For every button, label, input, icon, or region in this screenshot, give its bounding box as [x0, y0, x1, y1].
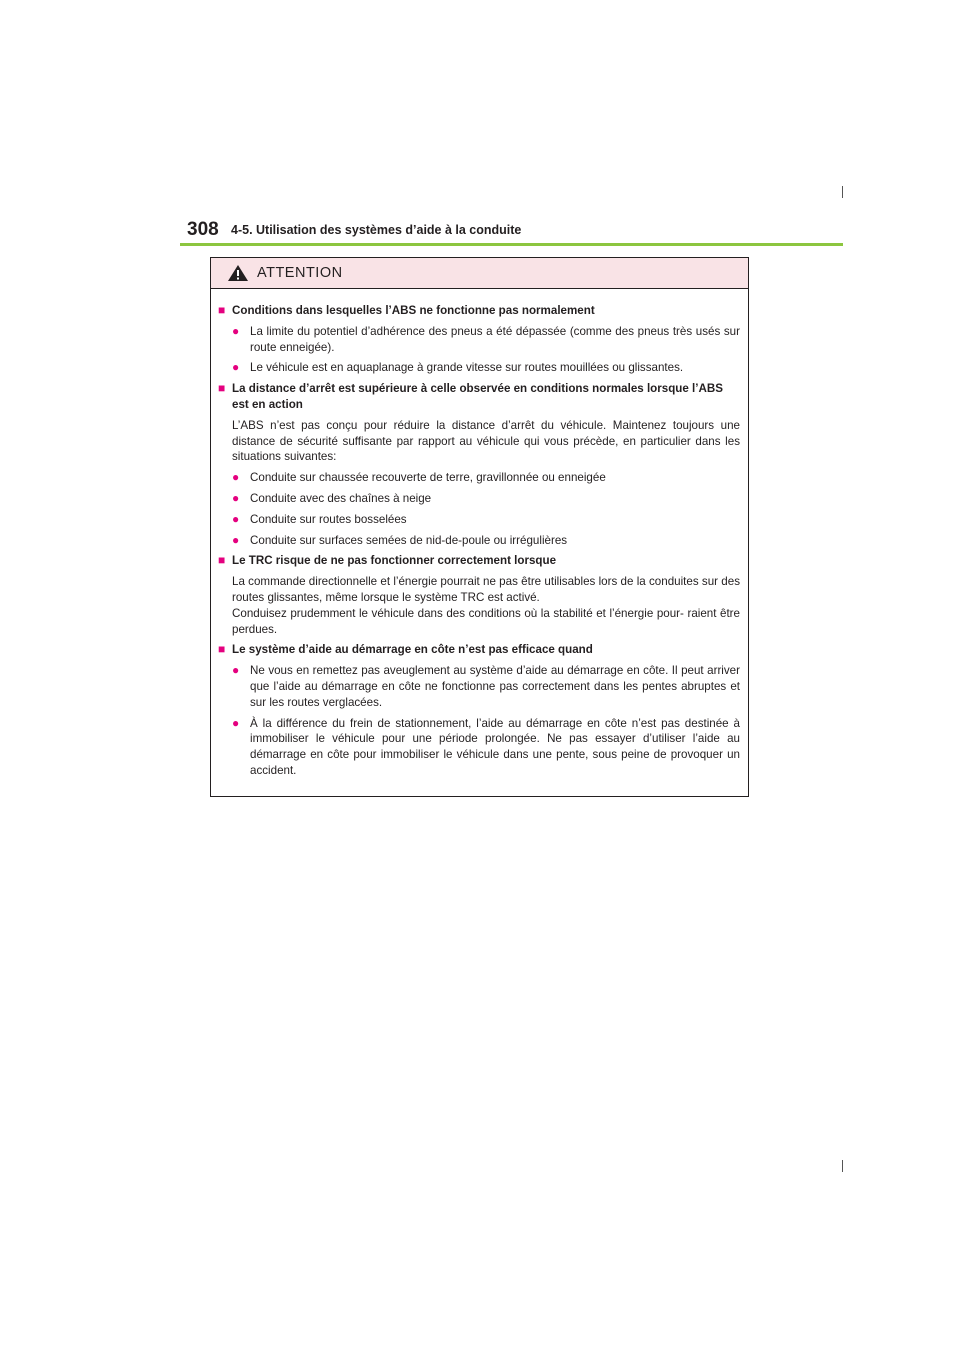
- attention-body: [211, 289, 748, 779]
- list-item: [218, 512, 740, 528]
- paragraph: L’ABS n’est pas conçu pour réduire la distance d’arrêt du véhicule. Maintenez toujours une distance de sécurité suffisante par rapport au véhicule qui vous précède, en particulier dans les situations suivantes:: [232, 418, 740, 464]
- attention-box: [210, 257, 749, 797]
- bullet-marker: ●: [232, 323, 240, 338]
- list-item: [218, 533, 740, 549]
- section-title: 4-5. Utilisation des systèmes d’aide à la conduite: [231, 223, 522, 237]
- list-item: [218, 470, 740, 486]
- heading-text: Le système d’aide au démarrage en côte n’est pas efficace quand: [232, 643, 593, 657]
- bullet-marker: ●: [232, 715, 240, 730]
- heading-marker: ■: [218, 642, 226, 657]
- bullet-marker: ●: [232, 663, 240, 678]
- list-item: [218, 324, 740, 356]
- bullet-marker: ●: [232, 511, 240, 526]
- heading-marker: ■: [218, 381, 226, 396]
- bullet-text: Conduite avec des chaînes à neige: [250, 491, 432, 505]
- page-number: 308: [187, 219, 219, 240]
- bullet-text: Ne vous en remettez pas aveuglement au système d’aide au démarrage en côte. Il peut arriver que l’aide au démarrage en côte ne fonctionne pas correctement dans les pentes abruptes et sur les routes verglacées.: [250, 664, 740, 709]
- bullet-marker: ●: [232, 470, 240, 485]
- paragraph: Conduisez prudemment le véhicule dans des conditions où la stabilité et l’énergie pour- raient être perdues.: [232, 606, 740, 636]
- heading-marker: ■: [218, 553, 226, 568]
- bullet-marker: ●: [232, 532, 240, 547]
- header-rule: [180, 243, 843, 246]
- section-heading: [218, 642, 740, 658]
- bullet-text: Conduite sur chaussée recouverte de terre, gravillonnée ou enneigée: [250, 471, 606, 485]
- bullet-text: Le véhicule est en aquaplanage à grande vitesse sur routes mouillées ou glissantes.: [250, 361, 684, 375]
- bullet-text: À la différence du frein de stationnement, l’aide au démarrage en côte n’est pas destinée à immobiliser le véhicule pour une période prolongée. Ne pas essayer d’utiliser l’aide au démarrage en côte pour immobiliser le véhicule dans une pente, sous peine de provoquer un accident.: [250, 716, 740, 777]
- list-item: [218, 360, 740, 376]
- bullet-text: Conduite sur surfaces semées de nid-de-poule ou irrégulières: [250, 533, 568, 547]
- paragraph: La commande directionnelle et l’énergie pourrait ne pas être utilisables lors de la conduites sur des routes glissantes, même lorsque le système TRC est activé.: [232, 575, 740, 604]
- crop-mark-top: [842, 186, 843, 198]
- bullet-text: Conduite sur routes bosselées: [250, 512, 407, 526]
- heading-text: Conditions dans lesquelles l’ABS ne fonctionne pas normalement: [232, 304, 595, 317]
- heading-text: La distance d’arrêt est supérieure à celle observée en conditions normales lorsque l’ABS est en action: [232, 382, 723, 411]
- attention-header: [211, 258, 748, 289]
- attention-title: ATTENTION: [257, 265, 343, 281]
- section-heading: [218, 553, 740, 569]
- bullet-marker: ●: [232, 490, 240, 505]
- list-item: [218, 716, 740, 779]
- warning-triangle-icon: [227, 264, 249, 282]
- heading-text: Le TRC risque de ne pas fonctionner correctement lorsque: [232, 554, 557, 568]
- section-heading: [218, 303, 740, 319]
- bullet-marker: ●: [232, 360, 240, 375]
- list-item: [218, 663, 740, 710]
- list-item: [218, 491, 740, 507]
- bullet-text: La limite du potentiel d’adhérence des pneus a été dépassée (comme des pneus très usés sur route enneigée).: [250, 324, 740, 354]
- heading-marker: ■: [218, 303, 226, 317]
- crop-mark-bottom: [842, 1160, 843, 1172]
- section-heading: [218, 381, 740, 413]
